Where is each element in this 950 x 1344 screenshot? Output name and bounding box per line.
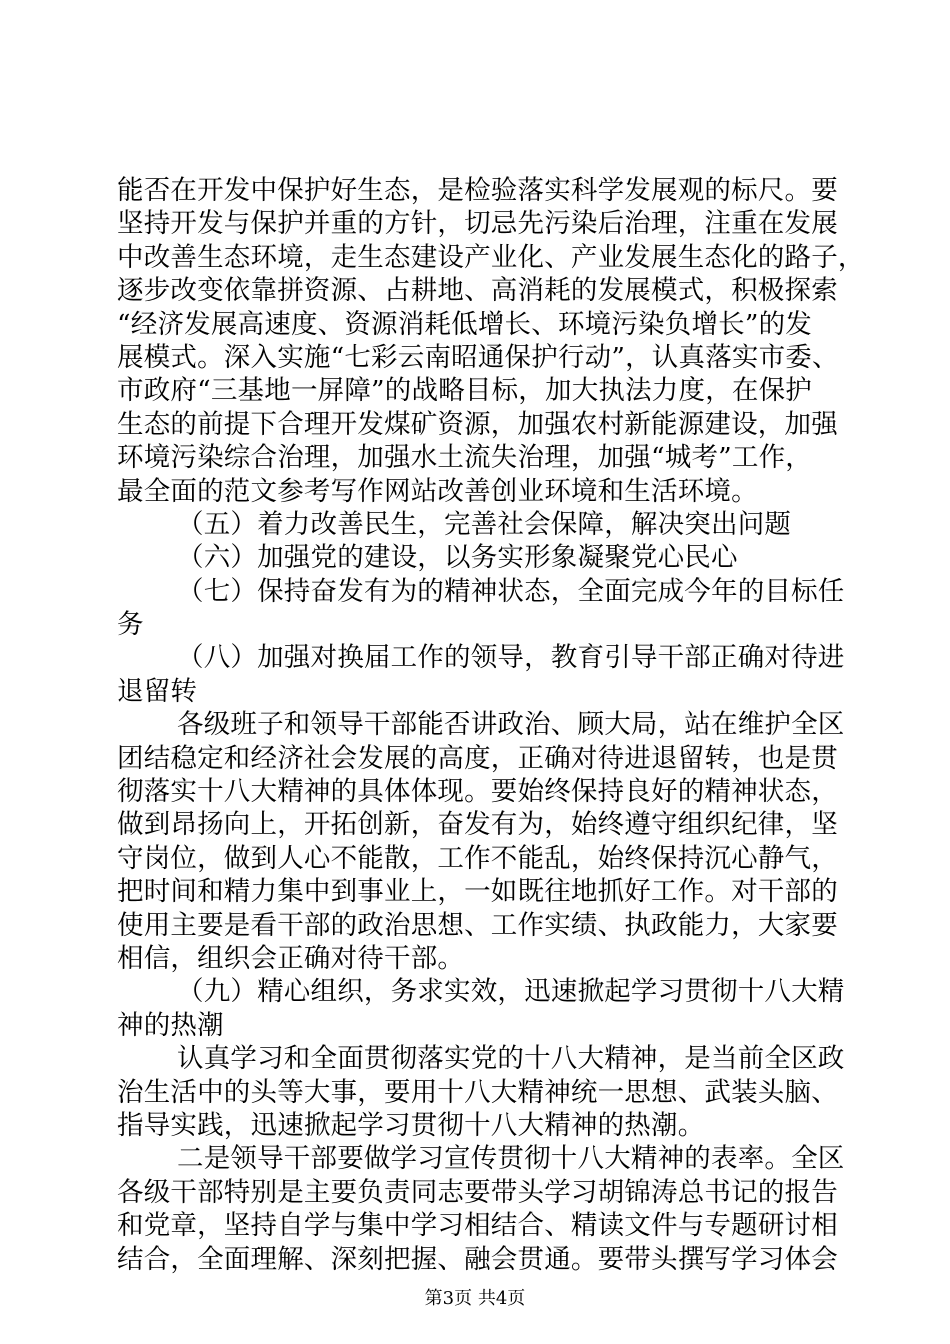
text-line: 务 [117,609,144,641]
text-line: （九）精心组织，务求实效，迅速掀起学习贯彻十八大精 [177,976,845,1008]
text-line: （七）保持奋发有为的精神状态，全面完成今年的目标任 [177,575,845,607]
text-line: 指导实践，迅速掀起学习贯彻十八大精神的热潮。 [117,1109,705,1141]
text-line: 使用主要是看干部的政治思想、工作实绩、执政能力，大家要 [117,909,838,941]
text-line: （六）加强党的建设，以务实形象凝聚党心民心 [177,542,738,574]
text-line: 各级班子和领导干部能否讲政治、顾大局，站在维护全区 [177,709,845,741]
text-line: 把时间和精力集中到事业上，一如既往地抓好工作。对干部的 [117,876,838,908]
page-footer: 第3页 共4页 [424,1288,526,1309]
text-line: 守岗位，做到人心不能散，工作不能乱，始终保持沉心静气， [117,842,838,874]
text-line: 最全面的范文参考写作网站改善创业环境和生活环境。 [117,475,758,507]
text-line: 各级干部特别是主要负责同志要带头学习胡锦涛总书记的报告 [117,1176,838,1208]
text-line: 市政府“三基地一屏障”的战略目标，加大执法力度，在保护 [117,375,812,407]
text-line: 生态的前提下合理开发煤矿资源，加强农村新能源建设，加强 [117,408,838,440]
text-line: 团结稳定和经济社会发展的高度，正确对待进退留转，也是贯 [117,742,838,774]
text-line: 环境污染综合治理，加强水土流失治理，加强“城考”工作， [117,442,812,474]
text-line: 彻落实十八大精神的具体体现。要始终保持良好的精神状态， [117,776,838,808]
text-line: 二是领导干部要做学习宣传贯彻十八大精神的表率。全区 [177,1143,845,1175]
text-line: 做到昂扬向上，开拓创新，奋发有为，始终遵守组织纪律，坚 [117,809,838,841]
text-line: 能否在开发中保护好生态，是检验落实科学发展观的标尺。要 [117,175,838,206]
text-line: 中改善生态环境，走生态建设产业化、产业发展生态化的路子， [117,241,865,273]
text-line: 展模式。深入实施“七彩云南昭通保护行动”，认真落实市委、 [117,341,839,373]
text-line: “经济发展高速度、资源消耗低增长、环境污染负增长”的发 [117,308,812,340]
text-line: 坚持开发与保护并重的方针，切忌先污染后治理，注重在发展 [117,208,838,240]
text-line: 退留转 [117,675,198,707]
text-line: 治生活中的头等大事，要用十八大精神统一思想、武装头脑、 [117,1076,838,1108]
text-line: 神的热潮 [117,1009,224,1041]
text-line: （五）着力改善民生，完善社会保障，解决突出问题 [177,508,792,540]
document-body [117,174,865,1276]
text-line: 相信，组织会正确对待干部。 [117,942,465,974]
text-line: （八）加强对换届工作的领导，教育引导干部正确对待进 [177,642,845,674]
text-line: 逐步改变依靠拼资源、占耕地、高消耗的发展模式，积极探索 [117,275,838,307]
text-line: 和党章，坚持自学与集中学习相结合、精读文件与专题研讨相 [117,1210,838,1242]
text-line: 结合，全面理解、深刻把握、融会贯通。要带头撰写学习体会 [117,1243,838,1275]
text-line: 认真学习和全面贯彻落实党的十八大精神，是当前全区政 [177,1043,845,1075]
